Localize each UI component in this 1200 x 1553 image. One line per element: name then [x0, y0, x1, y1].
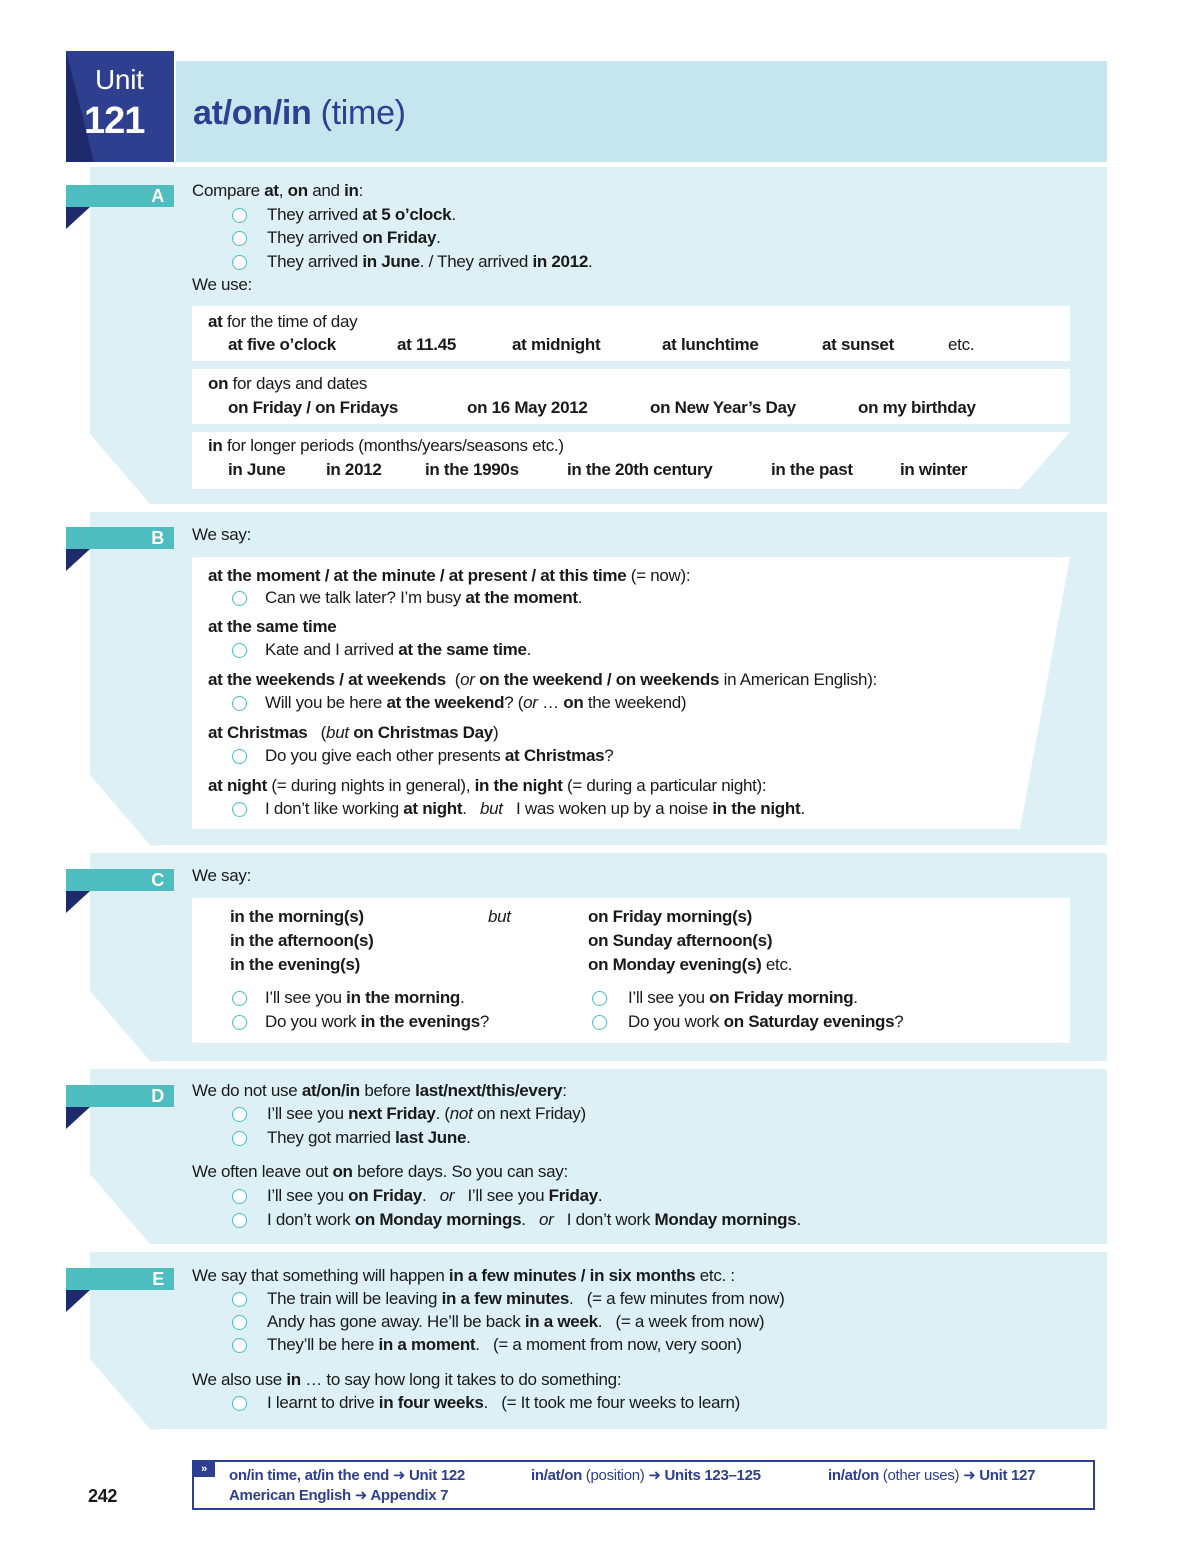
but-label: but — [488, 907, 511, 926]
section-a-intro: Compare at, on and in: — [192, 181, 364, 200]
example: Do you work on Saturday evenings? — [628, 1012, 904, 1031]
section-d-intro-2: We often leave out on before days. So you can say: — [192, 1162, 568, 1181]
example: Kate and I arrived at the same time. — [265, 640, 532, 659]
example: The train will be leaving in a few minutes. (= a few minutes from now) — [267, 1289, 785, 1308]
example: I don’t work on Monday mornings. or I don’t work Monday mornings. — [267, 1210, 801, 1229]
in-item: in winter — [900, 460, 968, 479]
example: I don’t like working at night. but I was woken up by a noise in the night. — [265, 799, 805, 818]
bullet-icon — [232, 1189, 247, 1204]
example: They’ll be here in a moment. (= a moment from now, very soon) — [267, 1335, 742, 1354]
double-arrow-icon: » — [193, 1461, 215, 1477]
bullet-icon — [232, 1315, 247, 1330]
page-number: 242 — [88, 1486, 118, 1506]
bullet-icon — [232, 1131, 247, 1146]
bullet-icon — [232, 1107, 247, 1122]
on-rule: on for days and dates — [208, 374, 368, 393]
at-item: at sunset — [822, 335, 894, 354]
phrase: in the morning(s) — [230, 907, 364, 926]
on-item: on New Year’s Day — [650, 398, 796, 417]
example: They arrived at 5 o’clock. — [267, 205, 456, 224]
in-item: in 2012 — [326, 460, 382, 479]
cross-reference[interactable]: in/at/on (position) ➜ Units 123–125 — [531, 1467, 761, 1484]
rule-heading: at the weekends / at weekends (or on the weekend / on weekends in American English): — [208, 670, 877, 689]
unit-number: 121 — [84, 100, 145, 142]
bullet-icon — [232, 643, 247, 658]
bullet-icon — [232, 591, 247, 606]
phrase: in the evening(s) — [230, 955, 360, 974]
bullet-icon — [232, 1015, 247, 1030]
bullet-icon — [232, 231, 247, 246]
section-e-tab: E — [66, 1268, 174, 1290]
section-a-tab-fold — [66, 207, 90, 229]
section-e-intro: We say that something will happen in a few minutes / in six months etc. : — [192, 1266, 735, 1285]
section-c-tab: C — [66, 869, 174, 891]
section-e-tab-fold — [66, 1290, 90, 1312]
section-a-tab: A — [66, 185, 174, 207]
section-b-intro: We say: — [192, 525, 251, 544]
example: I’ll see you on Friday morning. — [628, 988, 858, 1007]
phrase: on Monday evening(s) etc. — [588, 955, 793, 974]
bullet-icon — [232, 1292, 247, 1307]
section-e-intro-2: We also use in … to say how long it takes to do something: — [192, 1370, 622, 1389]
rule-heading: at the same time — [208, 617, 337, 636]
section-b-tab-fold — [66, 549, 90, 571]
on-item: on 16 May 2012 — [467, 398, 588, 417]
on-item: on my birthday — [858, 398, 976, 417]
rule-heading: at the moment / at the minute / at present / at this time (= now): — [208, 566, 691, 585]
cross-reference[interactable]: in/at/on (other uses) ➜ Unit 127 — [828, 1467, 1036, 1484]
at-item: at lunchtime — [662, 335, 759, 354]
example: I’ll see you next Friday. (not on next Friday) — [267, 1104, 586, 1123]
phrase: on Sunday afternoon(s) — [588, 931, 773, 950]
in-item: in the 20th century — [567, 460, 713, 479]
section-c-tab-fold — [66, 891, 90, 913]
example: They got married last June. — [267, 1128, 471, 1147]
section-d-tab: D — [66, 1085, 174, 1107]
example: Do you give each other presents at Christmas? — [265, 746, 614, 765]
phrase: in the afternoon(s) — [230, 931, 374, 950]
at-rule: at for the time of day — [208, 312, 358, 331]
bullet-icon — [232, 1396, 247, 1411]
we-use-label: We use: — [192, 275, 252, 294]
at-item: at midnight — [512, 335, 601, 354]
section-d-tab-fold — [66, 1107, 90, 1129]
example: I’ll see you on Friday. or I’ll see you Friday. — [267, 1186, 603, 1205]
bullet-icon — [232, 1213, 247, 1228]
cross-reference[interactable]: on/in time, at/in the end ➜ Unit 122 — [229, 1467, 465, 1484]
section-d-intro: We do not use at/on/in before last/next/this/every: — [192, 1081, 567, 1100]
page-title: at/on/in (time) — [193, 94, 406, 132]
unit-label: Unit — [95, 64, 144, 95]
example: They arrived on Friday. — [267, 228, 441, 247]
section-b-tab: B — [66, 527, 174, 549]
bullet-icon — [232, 1338, 247, 1353]
example: Will you be here at the weekend? (or … on the weekend) — [265, 693, 687, 712]
bullet-icon — [232, 208, 247, 223]
phrase: on Friday morning(s) — [588, 907, 753, 926]
in-item: in the past — [771, 460, 853, 479]
example: Can we talk later? I’m busy at the moment. — [265, 588, 583, 607]
bullet-icon — [232, 991, 247, 1006]
in-item: in June — [228, 460, 286, 479]
bullet-icon — [592, 991, 607, 1006]
example: I learnt to drive in four weeks. (= It took me four weeks to learn) — [267, 1393, 741, 1412]
example: Andy has gone away. He’ll be back in a week. (= a week from now) — [267, 1312, 765, 1331]
bullet-icon — [592, 1015, 607, 1030]
cross-reference[interactable]: American English ➜ Appendix 7 — [229, 1487, 449, 1504]
in-rule: in for longer periods (months/years/seasons etc.) — [208, 436, 564, 455]
bullet-icon — [232, 696, 247, 711]
in-item: in the 1990s — [425, 460, 519, 479]
rule-heading: at night (= during nights in general), in the night (= during a particular night): — [208, 776, 767, 795]
bullet-icon — [232, 802, 247, 817]
bullet-icon — [232, 255, 247, 270]
example: I’ll see you in the morning. — [265, 988, 465, 1007]
at-item: at five o’clock — [228, 335, 336, 354]
rule-heading: at Christmas (but on Christmas Day) — [208, 723, 499, 742]
example: They arrived in June. / They arrived in 2012. — [267, 252, 593, 271]
section-c-intro: We say: — [192, 866, 251, 885]
at-item: etc. — [948, 335, 975, 354]
example: Do you work in the evenings? — [265, 1012, 490, 1031]
at-item: at 11.45 — [397, 335, 457, 354]
bullet-icon — [232, 749, 247, 764]
on-item: on Friday / on Fridays — [228, 398, 399, 417]
